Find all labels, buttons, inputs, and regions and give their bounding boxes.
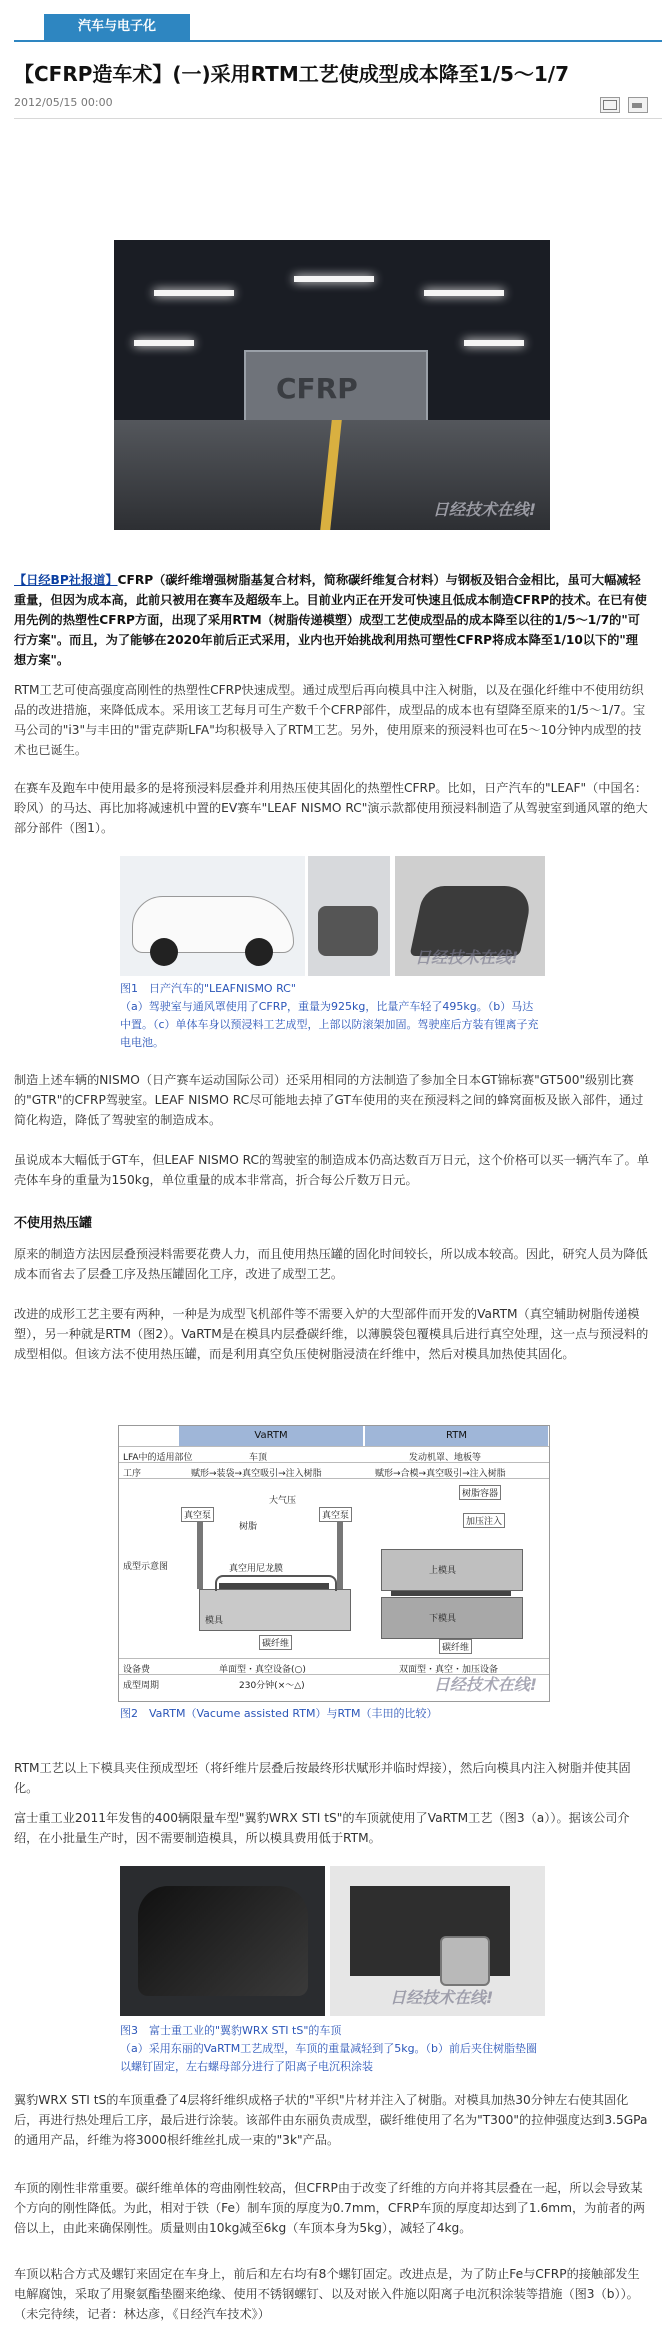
fig3-caption-body: （a）采用东丽的VaRTM工艺成型，车顶的重量减轻到了5kg。（b）前后夹住树脂垫圈以螺钉固定，左右螺母部分进行了阳离子电沉积涂装 — [120, 2042, 538, 2073]
car-wheel — [245, 938, 273, 966]
process-vartm: 赋形→装袋→真空吸引→注入树脂 — [191, 1469, 322, 1479]
paragraph-6: 改进的成形工艺主要有两种，一种是为成型飞机部件等不需要入炉的大型部件而开发的VaRTM（真空辅助树脂传递模塑），另一种就是RTM（图2）。VaRTM是在模具内层叠碳纤维，以薄膜袋包覆模具后进行真空处理，这一点与预浸料的成型相似。但该方法不使用热压罐，而是利用真空负压使树脂浸渍在纤维中，然后对模具加热使其固化。 — [14, 1307, 649, 1361]
tag-carbon: 碳纤维 — [259, 1635, 292, 1650]
mail-icon[interactable] — [600, 97, 620, 113]
paragraph-4: 虽说成本大幅低于GT车，但LEAF NISMO RC的驾驶室的制造成本仍高达数百万日元，这个价格可以买一辆汽车了。单壳体车身的重量为150kg，单位重量的成本非常高，折合每公斤数万日元。 — [14, 1153, 650, 1187]
row-process-label: 工序 — [123, 1469, 142, 1479]
intro-lead[interactable]: 【日经BP社报道】 — [14, 573, 118, 587]
vacuum-bag — [215, 1575, 337, 1591]
tag-pump: 真空泵 — [181, 1507, 214, 1522]
row-schematic — [119, 1478, 549, 1659]
fig1-caption-title: 图1 日产汽车的"LEAFNISMO RC" — [120, 982, 296, 995]
row-usage — [119, 1446, 549, 1463]
intro-paragraph — [14, 570, 650, 670]
paragraph-10: 车顶的刚性非常重要。碳纤维单体的弯曲刚性较高，但CFRP由于改变了纤维的方向并将其层叠在一起，所以会导致某个方向的刚性降低。为此，相对于铁（Fe）制车顶的厚度为0.7mm，CFRP车顶的厚度却达到了1.6mm，为前者的两倍以上，由此来确保刚性。质量则由10kg减至6kg（车顶本身为5kg），减轻了4kg。 — [14, 2181, 646, 2235]
tag-atm: 大气压 — [269, 1496, 297, 1506]
fig1-caption-body: （a）驾驶室与通风罩使用了CFRP，重量为925kg，比量产车轻了495kg。（b）马达中置。（c）单体车身以预浸料工艺成型，上部以防滚架加固。驾驶座后方装有锂离子充电电池。 — [120, 1000, 539, 1049]
article-tools — [600, 97, 648, 113]
vacuum-pipe — [337, 1519, 343, 1589]
machine-label: CFRP — [276, 372, 358, 405]
fig3-roof-photo — [120, 1866, 325, 2016]
tag-carbon-2: 碳纤维 — [439, 1639, 472, 1654]
print-icon[interactable] — [628, 97, 648, 113]
row-schematic-label: 成型示意图 — [123, 1562, 169, 1572]
rtm-carbon — [391, 1591, 511, 1596]
usage-vartm: 车顶 — [249, 1453, 268, 1463]
row-cycle-label: 成型周期 — [123, 1681, 160, 1691]
process-rtm: 赋形→合模→真空吸引→注入树脂 — [375, 1469, 506, 1479]
title-divider — [14, 118, 662, 119]
roof-panel — [138, 1886, 308, 1996]
col-vartm: VaRTM — [179, 1426, 363, 1446]
section-heading: 不使用热压罐 — [14, 1216, 93, 1231]
col-rtm: RTM — [365, 1426, 548, 1446]
tag-resin: 树脂 — [239, 1522, 258, 1532]
fig1-interior-photo — [308, 856, 390, 976]
tag-injection: 加压注入 — [463, 1513, 505, 1528]
fig2-caption: 图2 VaRTM（Vacume assisted RTM）与RTM（丰田的比较） — [120, 1707, 438, 1720]
row-equipment-label: 设备费 — [123, 1665, 151, 1675]
fig3-fastener-photo — [330, 1866, 545, 2016]
chassis — [318, 906, 378, 956]
paragraph-5: 原来的制造方法因层叠预浸料需要花费人力，而且使用热压罐的固化时间较长，所以成本较高。因此，研究人员为降低成本而省去了层叠工序及热压罐固化工序，改进了成型工艺。 — [14, 1247, 648, 1281]
header-rule — [14, 40, 662, 42]
paragraph-3: 制造上述车辆的NISMO（日产赛车运动国际公司）还采用相同的方法制造了参加全日本GT锦标赛"GT500"级别比赛的"GTR"的CFRP驾驶室。LEAF NISMO RC尽可能地去掉了GT车使用的夹在预浸料之间的蜂窝面板及嵌入部件，通过简化构造，降低了驾驶室的制造成本。 — [14, 1073, 644, 1127]
paragraph-8: 富士重工业2011年发售的400辆限量车型"翼豹WRX STI tS"的车顶就使用了VaRTM工艺（图3（a））。据该公司介绍，在小批量生产时，因不需要制造模具，所以模具费用低于RTM。 — [14, 1811, 630, 1845]
studio-light — [154, 290, 234, 296]
watermark: 日经技术在线! — [390, 1988, 494, 2007]
studio-light — [134, 340, 194, 346]
equipment-rtm: 双面型・真空・加压设备 — [399, 1665, 499, 1675]
paragraph-1: RTM工艺可使高强度高刚性的热塑性CFRP快速成型。通过成型后再向模具中注入树脂，以及在强化纤维中不使用纺织品的改进措施，来降低成本。采用该工艺每月可生产数千个CFRP部件，成型品的成本也有望降至原来的1/5～1/7。宝马公司的"i3"与丰田的"雷克萨斯LFA"均积极导入了RTM工艺。另外，使用原来的预浸料也可在5～10分钟内成型的技术也已诞生。 — [14, 683, 646, 757]
paragraph-7: RTM工艺以上下模具夹住预成型坯（将纤维片层叠后按最终形状赋形并临时焊接），然后向模具内注入树脂并使其固化。 — [14, 1761, 631, 1795]
row-usage-label: LFA中的适用部位 — [123, 1453, 193, 1463]
tag-upper: 上模具 — [429, 1566, 457, 1576]
watermark: 日经技术在线! — [432, 500, 536, 519]
watermark: 日经技术在线! — [433, 1675, 537, 1694]
intro-text: CFRP（碳纤维增强树脂基复合材料，简称碳纤维复合材料）与钢板及铝合金相比，虽可大幅减轻重量，但因为成本高，此前只被用在赛车及超级车上。目前业内正在开发可快速且低成本制造CFRP的技术。在已有使用先例的热塑性CFRP方面，出现了采用RTM（树脂传递模塑）成型工艺使成型品的成本降至以往的1/5～1/7的"可行方案"。而且，为了能够在2020年前后正式采用，业内也开始挑战利用热可塑性CFRP将成本降至1/10以下的"理想方案"。 — [14, 573, 647, 667]
car-wheel — [150, 938, 178, 966]
article-title: 【CFRP造车术】(一)采用RTM工艺使成型成本降至1/5～1/7 — [14, 62, 569, 86]
fig2-diagram — [118, 1425, 550, 1702]
watermark: 日经技术在线! — [415, 948, 519, 967]
washer — [440, 1936, 490, 1986]
equipment-vartm: 单面型・真空设备(○) — [219, 1665, 306, 1675]
paragraph-2: 在赛车及跑车中使用最多的是将预浸料层叠并利用热压使其固化的热塑性CFRP。比如，日产汽车的"LEAF"（中国名：聆风）的马达、再比加将减速机中置的EV赛车"LEAF NISMO RC"演示款都使用预浸料制造了从驾驶室到通风罩的绝大部分部件（图1）。 — [14, 781, 648, 835]
studio-light — [464, 340, 524, 346]
publish-date: 2012/05/15 00:00 — [14, 96, 113, 109]
hero-photo — [114, 240, 550, 530]
fig3-caption-title: 图3 富士重工业的"翼豹WRX STI tS"的车顶 — [120, 2024, 342, 2037]
tag-resin-tank: 树脂容器 — [459, 1485, 501, 1500]
vacuum-pipe — [197, 1519, 203, 1589]
fig1-car-photo — [120, 856, 305, 976]
tag-film: 真空用尼龙膜 — [229, 1564, 284, 1574]
category-tab[interactable]: 汽车与电子化 — [44, 14, 190, 40]
fig3-caption — [120, 2022, 540, 2076]
studio-light — [294, 276, 374, 282]
usage-rtm: 发动机罩、地板等 — [409, 1453, 482, 1463]
cycle-vartm: 230分钟(×～△) — [239, 1681, 305, 1691]
paragraph-11: 车顶以粘合方式及螺钉来固定在车身上，前后和左右均有8个螺钉固定。改进点是，为了防止Fe与CFRP的接触部发生电解腐蚀，采取了用聚氨酯垫圈来绝缘、使用不锈钢螺钉、以及对嵌入件施以阳离子电沉积涂装等措施（图3（b））。（未完待续，记者：林达彦，《日经汽车技术》） — [14, 2267, 640, 2321]
tag-mold: 模具 — [205, 1616, 224, 1626]
fig1-monocoque-photo — [395, 856, 545, 976]
fig1-caption — [120, 980, 540, 1052]
tag-lower: 下模具 — [429, 1614, 457, 1624]
studio-light — [424, 290, 504, 296]
row-process — [119, 1462, 549, 1479]
tag-pump-2: 真空泵 — [319, 1507, 352, 1522]
paragraph-9: 翼豹WRX STI tS的车顶重叠了4层将纤维织成格子状的"平织"片材并注入了树脂。对模具加热30分钟左右使其固化后，再进行热处理后工序，最后进行涂装。该部件由东丽负责成型，碳纤维使用了名为"T300"的拉伸强度达到3.5GPa的通用产品，纤维为将3000根纤维丝扎成一束的"3k"产品。 — [14, 2093, 648, 2147]
